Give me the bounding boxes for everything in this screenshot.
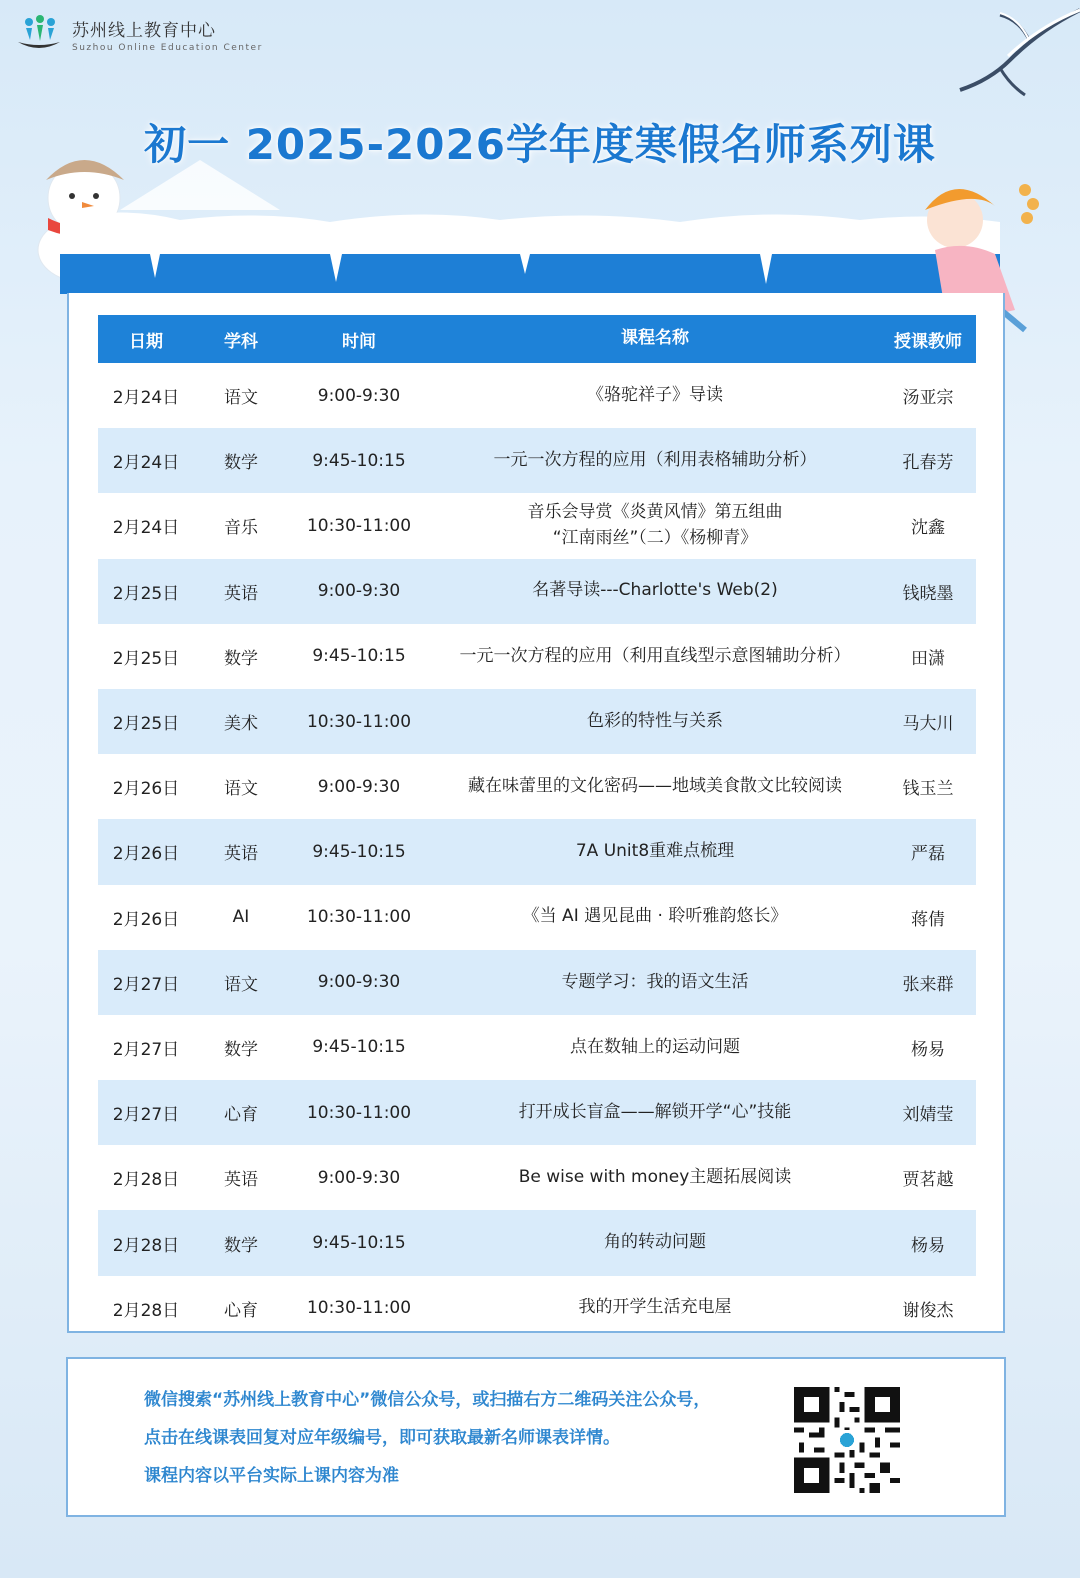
header-teacher: 授课教师	[894, 331, 962, 352]
cell-subject: 英语	[224, 1170, 258, 1191]
cell-time: 9:45-10:15	[312, 1037, 406, 1058]
header-time: 时间	[342, 331, 376, 352]
page-title: 初一 2025-2026学年度寒假名师系列课	[144, 120, 936, 169]
cell-date: 2月25日	[112, 648, 180, 669]
qr-code-icon[interactable]	[794, 1387, 900, 1493]
table-row	[98, 1080, 976, 1145]
table-row	[98, 819, 976, 884]
table-row	[98, 885, 976, 950]
footer-line-2: 点击在线课表回复对应年级编号，即可获取最新名师课表详情。	[144, 1428, 620, 1448]
table-row	[98, 428, 976, 493]
cell-date: 2月24日	[112, 518, 180, 539]
header-subject: 学科	[224, 331, 258, 352]
cell-date: 2月27日	[112, 1039, 180, 1060]
cell-subject: 英语	[224, 844, 258, 865]
cell-subject: 音乐	[224, 518, 258, 539]
table-row	[98, 363, 976, 428]
schedule-table	[98, 315, 976, 1341]
cell-time: 9:00-9:30	[317, 1167, 401, 1188]
table-row	[98, 950, 976, 1015]
cell-time: 9:00-9:30	[317, 581, 401, 602]
cell-teacher: 沈鑫	[911, 518, 945, 539]
cell-time: 10:30-11:00	[306, 1102, 412, 1123]
header-date: 日期	[129, 331, 163, 352]
cell-teacher: 田潇	[911, 648, 945, 669]
cell-time: 10:30-11:00	[306, 711, 412, 732]
cell-time: 10:30-11:00	[306, 1298, 412, 1319]
footer-text	[144, 1381, 710, 1495]
cell-teacher: 钱玉兰	[902, 779, 954, 800]
cell-course: 一元一次方程的应用（利用直线型示意图辅助分析）	[459, 645, 851, 666]
cell-subject: 数学	[224, 453, 258, 474]
logo-title: 苏州线上教育中心	[72, 20, 216, 41]
logo-subtitle: Suzhou Online Education Center	[72, 42, 263, 53]
cell-date: 2月28日	[112, 1235, 180, 1256]
logo-icon	[16, 14, 62, 54]
table-row	[98, 1276, 976, 1341]
cell-course: 名著导读---Charlotte's Web(2)	[532, 580, 778, 601]
cell-course: 点在数轴上的运动问题	[570, 1036, 740, 1057]
table-header	[98, 315, 976, 363]
cell-teacher: 贾茗越	[902, 1170, 954, 1191]
cell-time: 10:30-11:00	[306, 907, 412, 928]
cell-date: 2月28日	[112, 1170, 180, 1191]
cell-course: 我的开学生活充电屋	[578, 1297, 732, 1318]
cell-course: 打开成长盲盒——解锁开学“心”技能	[518, 1101, 792, 1122]
cell-course-line1: 音乐会导赏《炎黄风情》第五组曲	[527, 502, 783, 523]
cell-time: 9:45-10:15	[312, 646, 406, 667]
cell-course: 一元一次方程的应用（利用表格辅助分析）	[493, 450, 817, 471]
cell-subject: 数学	[224, 1039, 258, 1060]
cell-course: Be wise with money主题拓展阅读	[518, 1167, 792, 1188]
footer-info-box	[66, 1357, 1006, 1517]
cell-date: 2月28日	[112, 1300, 180, 1321]
cell-date: 2月25日	[112, 714, 180, 735]
cell-teacher: 蒋倩	[911, 909, 945, 930]
cell-teacher: 张来群	[902, 974, 954, 995]
cell-subject: 数学	[224, 648, 258, 669]
table-row	[98, 1210, 976, 1275]
cell-date: 2月26日	[112, 779, 180, 800]
cell-course: 角的转动问题	[604, 1232, 706, 1253]
cell-date: 2月27日	[112, 1105, 180, 1126]
table-row	[98, 1015, 976, 1080]
table-row	[98, 754, 976, 819]
cell-time: 10:30-11:00	[306, 515, 412, 536]
cell-course: 7A Unit8重难点梳理	[575, 841, 735, 862]
cell-teacher: 严磊	[911, 844, 945, 865]
header-course: 课程名称	[621, 328, 689, 349]
cell-course	[430, 500, 880, 551]
cell-date: 2月24日	[112, 388, 180, 409]
cell-subject: 语文	[224, 974, 258, 995]
table-row	[98, 689, 976, 754]
logo	[16, 14, 263, 54]
table-row	[98, 624, 976, 689]
cell-teacher: 钱晓墨	[902, 583, 954, 604]
cell-date: 2月26日	[112, 844, 180, 865]
cell-subject: AI	[232, 907, 250, 928]
cell-time: 9:45-10:15	[312, 1233, 406, 1254]
cell-date: 2月25日	[112, 583, 180, 604]
cell-teacher: 杨易	[911, 1235, 945, 1256]
cell-time: 9:45-10:15	[312, 841, 406, 862]
cell-time: 9:45-10:15	[312, 450, 406, 471]
cell-teacher: 马大川	[902, 714, 954, 735]
cell-subject: 英语	[224, 583, 258, 604]
cell-subject: 语文	[224, 779, 258, 800]
cell-time: 9:00-9:30	[317, 385, 401, 406]
cell-course: 专题学习：我的语文生活	[561, 971, 749, 992]
snowy-branch-decoration	[900, 0, 1080, 120]
cell-date: 2月26日	[112, 909, 180, 930]
footer-line-3: 课程内容以平台实际上课内容为准	[144, 1466, 399, 1486]
cell-subject: 语文	[224, 388, 258, 409]
cell-date: 2月27日	[112, 974, 180, 995]
cell-teacher: 谢俊杰	[902, 1300, 954, 1321]
cell-course: 藏在味蕾里的文化密码——地域美食散文比较阅读	[468, 775, 842, 796]
cell-subject: 心育	[224, 1105, 258, 1126]
cell-teacher: 孔春芳	[902, 453, 954, 474]
cell-teacher: 杨易	[911, 1039, 945, 1060]
cell-subject: 心育	[224, 1300, 258, 1321]
cell-time: 9:00-9:30	[317, 972, 401, 993]
cell-time: 9:00-9:30	[317, 776, 401, 797]
cell-course-line2: “江南雨丝”（二）《杨柳青》	[552, 527, 758, 548]
cell-subject: 数学	[224, 1235, 258, 1256]
cell-course: 《当 AI 遇见昆曲 · 聆听雅韵悠长》	[522, 906, 788, 927]
table-row	[98, 493, 976, 558]
table-row	[98, 1145, 976, 1210]
cell-teacher: 汤亚宗	[902, 388, 954, 409]
cell-teacher: 刘婧莹	[902, 1105, 954, 1126]
cell-course: 《骆驼祥子》导读	[587, 384, 723, 405]
cell-date: 2月24日	[112, 453, 180, 474]
cell-subject: 美术	[224, 714, 258, 735]
footer-line-1: 微信搜索“苏州线上教育中心”微信公众号，或扫描右方二维码关注公众号，	[144, 1390, 711, 1410]
table-row	[98, 559, 976, 624]
cell-course: 色彩的特性与关系	[587, 710, 723, 731]
